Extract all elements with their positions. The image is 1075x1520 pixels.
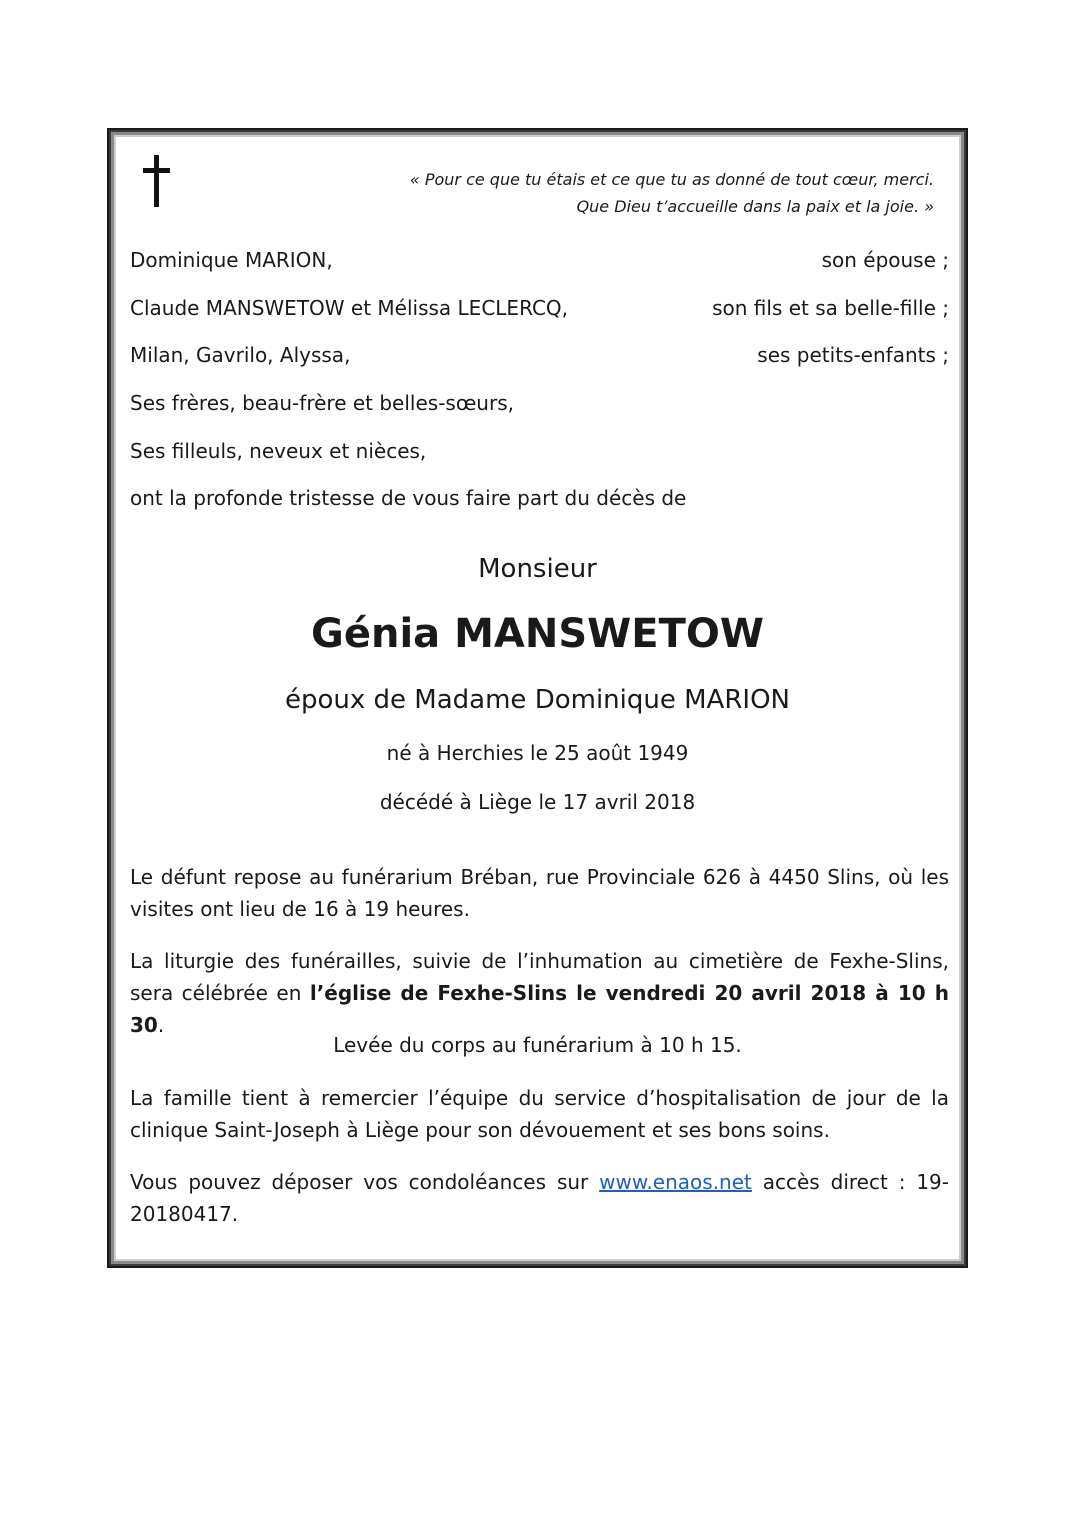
relative-role: ses petits-enfants ; [757, 343, 949, 367]
relative-row [130, 246, 949, 274]
relative-name: Claude MANSWETOW et Mélissa LECLERCQ, [130, 296, 569, 320]
relative-role: son épouse ; [821, 248, 949, 272]
quote-line-2: Que Dieu t’accueille dans la paix et la joie. » [576, 197, 934, 216]
quote-line-1: « Pour ce que tu étais et ce que tu as donné de tout cœur, merci. [409, 170, 934, 189]
frame-border [111, 132, 964, 1264]
liturgy-bold-text: l’église de Fexhe-Slins le vendredi 20 avril 2018 à 10 h 30 [130, 981, 949, 1037]
relative-row [130, 341, 949, 369]
relative-name: Milan, Gavrilo, Alyssa, [130, 343, 351, 367]
condolences-access: accès direct : 19-20180417. [130, 1170, 950, 1226]
relative-name: Ses filleuls, neveux et nièces, [130, 439, 427, 463]
notice-frame [107, 128, 968, 1268]
deceased-spouse: époux de Madame Dominique MARION [285, 685, 790, 715]
frame-shadow [114, 135, 961, 1261]
announcement-line [130, 484, 949, 512]
cross-icon [141, 155, 171, 207]
deceased-title: Monsieur [478, 554, 597, 584]
condolences-link[interactable]: www.enaos.net [599, 1170, 752, 1194]
deceased-name: Génia MANSWETOW [311, 611, 764, 657]
relative-name: Dominique MARION, [130, 248, 333, 272]
liturgy-end: . [157, 1013, 165, 1037]
announcement-text: ont la profonde tristesse de vous faire part du décès de [130, 486, 687, 510]
relative-row [130, 389, 949, 417]
epigraph-quote [410, 166, 934, 220]
thanks-paragraph: La famille tient à remercier l’équipe du service d’hospitalisation de jour de la clinique Saint-Joseph à Liège pour son dévouement et ses bons soins. [130, 1086, 949, 1142]
relative-row [130, 437, 949, 465]
relative-role: son fils et sa belle-fille ; [712, 296, 949, 320]
birth-info: né à Herchies le 25 août 1949 [386, 741, 689, 765]
death-info: décédé à Liège le 17 avril 2018 [379, 790, 696, 814]
relative-name: Ses frères, beau-frère et belles-sœurs, [130, 391, 514, 415]
liturgy-paragraph [130, 945, 949, 1041]
liturgy-text: La liturgie des funérailles, suivie de l’inhumation au cimetière de Fexhe-Slins, sera célébrée en [130, 949, 949, 1005]
condolences-text: Vous pouvez déposer vos condoléances sur [130, 1170, 600, 1194]
levee-line: Levée du corps au funérarium à 10 h 15. [333, 1033, 742, 1057]
condolences-paragraph [130, 1166, 949, 1230]
repose-paragraph: Le défunt repose au funérarium Bréban, rue Provinciale 626 à 4450 Slins, où les visites ont lieu de 16 à 19 heures. [130, 865, 949, 921]
relative-row [130, 294, 949, 322]
notice-card [116, 137, 959, 1259]
